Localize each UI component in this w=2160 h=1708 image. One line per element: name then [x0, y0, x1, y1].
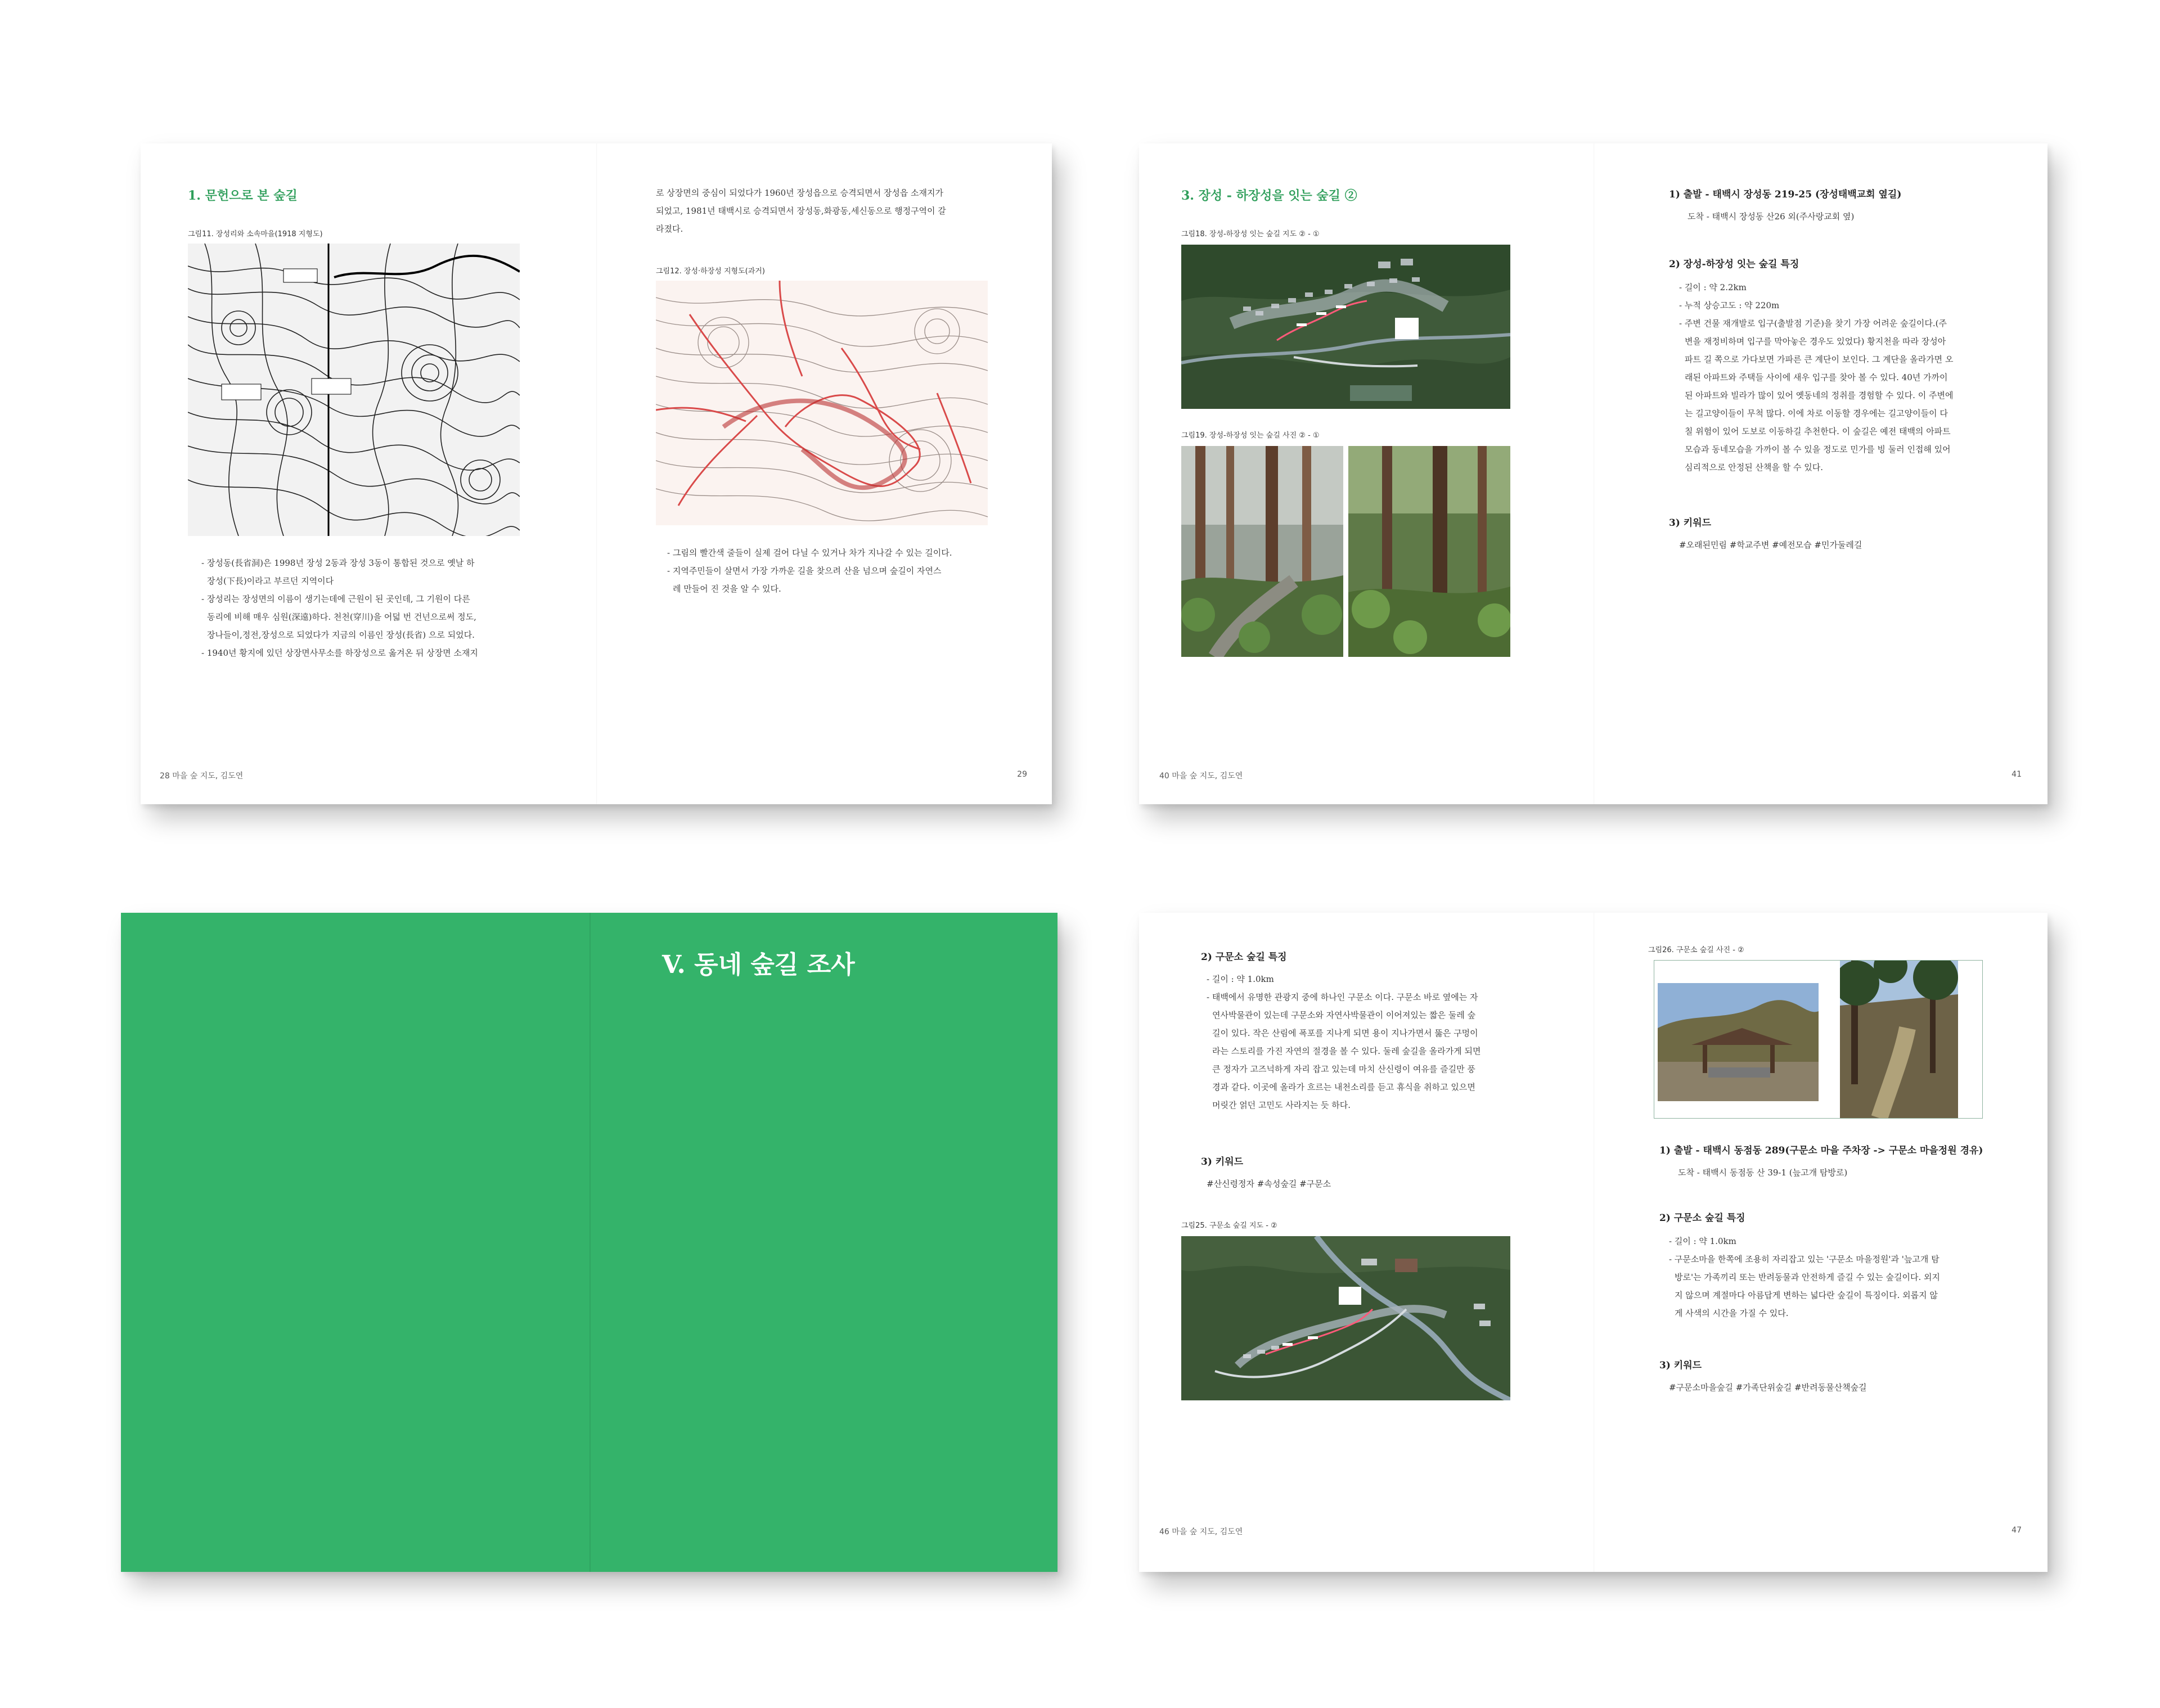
body-line: - 장성리는 장성면의 이름이 생기는데에 근원이 된 곳인데, 그 기원이 다른 — [201, 594, 470, 604]
body-line: 변을 재정비하며 입구를 막아놓은 경우도 있었다) 황지천을 따라 장성아 — [1685, 336, 1946, 346]
body-text-continued — [656, 184, 1016, 238]
body-line: 심리적으로 안정된 산책을 할 수 있다. — [1685, 462, 1823, 472]
figure-caption: 그림11. 장성리와 소속마을(1918 지형도) — [188, 230, 323, 238]
body-line: 길이 있다. 작은 산림에 폭포를 지나게 되면 용이 지나가면서 뚫은 구멍이 — [1212, 1028, 1478, 1038]
chapter-title: V. 동네 숲길 조사 — [662, 950, 855, 979]
feature-list — [1207, 970, 1544, 1114]
body-line: - 길이 : 약 1.0km — [1669, 1236, 1736, 1246]
body-line: 모습과 동네모습을 가까이 볼 수 있을 정도로 민가를 빙 둘러 인접해 있어 — [1685, 444, 1951, 454]
keyword-heading: 3) 키워드 — [1659, 1360, 1702, 1371]
spread-pages-40-41 — [1139, 143, 2048, 804]
figure-caption: 그림18. 장성-하장성 잇는 숲길 지도 ② - ① — [1181, 230, 1320, 238]
keyword-heading: 3) 키워드 — [1201, 1156, 1244, 1168]
section-heading: 3. 장성 - 하장성을 잇는 숲길 ② — [1181, 188, 1357, 203]
bullet-list-right — [667, 544, 1027, 598]
pavilion-photo — [1658, 983, 1819, 1101]
topographic-map-1918-image — [188, 244, 520, 536]
keywords: #산신령정자 #속성숲길 #구문소 — [1207, 1179, 1331, 1189]
body-line: 라졌다. — [656, 224, 683, 234]
bullet-list-left — [201, 554, 539, 662]
keywords: #구문소마을숲길 #가족단위숲길 #반려동물산책숲길 — [1669, 1382, 1867, 1392]
page-number-right: 29 — [1017, 770, 1027, 779]
body-line: 래된 아파트와 주택들 사이에 새우 입구를 찾아 볼 수 있다. 40년 가까이 — [1685, 372, 1948, 382]
body-line: - 1940년 황지에 있던 상장면사무소를 하장성으로 옮겨온 뒤 상장면 소재지 — [201, 648, 478, 658]
page-fold — [596, 143, 597, 804]
forest-trail-photo — [1840, 961, 1958, 1118]
body-line: 방로'는 가족끼리 또는 반려동물과 안전하게 즐길 수 있는 숲길이다. 외지 — [1675, 1272, 1941, 1282]
body-line: 지 않으며 계절마다 아름답게 변하는 넓다란 숲길이 특징이다. 외롭지 않 — [1675, 1290, 1938, 1300]
arrive-text: 도착 - 태백시 동점동 산 39-1 (늪고개 탐방로) — [1678, 1168, 1848, 1178]
start-heading: 1) 출발 - 태백시 장성동 219-25 (장성태백교회 옆길) — [1669, 189, 1902, 200]
feature-list — [1679, 278, 2017, 476]
feature-heading: 2) 구문소 숲길 특징 — [1201, 952, 1287, 963]
body-line: - 누적 상승고도 : 약 220m — [1679, 300, 1780, 310]
figure-caption: 그림19. 장성-하장성 잇는 숲길 사진 ② - ① — [1181, 431, 1320, 440]
body-line: - 주변 건물 재개발로 입구(출발점 기준)을 찾기 가장 어려운 숲길이다.(주 — [1679, 318, 1947, 328]
body-line: - 지역주민들이 살면서 가장 가까운 길을 찾으려 산을 넘으며 숲길이 자연스 — [667, 566, 942, 576]
aerial-route-map-image — [1181, 245, 1510, 409]
body-line: - 태백에서 유명한 관광지 중에 하나인 구문소 이다. 구문소 바로 옆에는 자 — [1207, 992, 1478, 1002]
body-line: 연사박물관이 있는데 구문소와 자연사박물관이 이어져있는 짧은 둘레 숲 — [1212, 1010, 1476, 1020]
body-line: 동리에 비해 매우 심원(深遠)하다. 천천(穿川)을 어덟 번 건넌으로써 정도, — [207, 612, 476, 622]
figure-caption: 그림25. 구문소 숲길 지도 - ② — [1181, 1222, 1277, 1230]
section-divider-spread — [121, 913, 1058, 1572]
page-fold — [1594, 143, 1595, 804]
aerial-route-map-image — [1181, 1236, 1510, 1400]
body-line: - 구문소마을 한쪽에 조용히 자리잡고 있는 '구문소 마을정원'과 '늪고개 탐 — [1669, 1254, 1940, 1264]
page-number-left: 40 마을 숲 지도, 김도연 — [1159, 772, 1243, 781]
keyword-heading: 3) 키워드 — [1669, 517, 1712, 529]
body-line: - 길이 : 약 1.0km — [1207, 974, 1274, 984]
spread-pages-46-47 — [1139, 913, 2048, 1572]
body-line: 경과 같다. 이곳에 올라가 흐르는 내천소리를 듣고 휴식을 취하고 있으면 — [1212, 1082, 1475, 1092]
body-line: - 길이 : 약 2.2km — [1679, 282, 1747, 292]
body-line: 머릿간 얽던 고민도 사라지는 듯 하다. — [1212, 1100, 1351, 1110]
page-fold — [590, 913, 591, 1572]
start-heading: 1) 출발 - 태백시 동점동 289(구문소 마을 주차장 -> 구문소 마을정원 경유) — [1659, 1145, 1983, 1156]
topographic-map-red-paths-image — [656, 281, 988, 525]
photo-frame — [1654, 960, 1983, 1119]
body-line: - 장성동(長省洞)은 1998년 장성 2동과 장성 3동이 통합된 것으로 옛날 하 — [201, 558, 475, 568]
forest-path-photo-1 — [1181, 446, 1343, 657]
forest-path-photo-2 — [1348, 446, 1510, 657]
page-fold — [1594, 913, 1595, 1572]
page-number-right: 47 — [2012, 1526, 2022, 1535]
body-line: 는 길고양이들이 무척 많다. 이에 차로 이동할 경우에는 길고양이들이 다 — [1685, 408, 1948, 418]
arrive-text: 도착 - 태백시 장성동 산26 외(주사랑교회 옆) — [1688, 211, 1855, 222]
body-line: 되었고, 1981년 태백시로 승격되면서 장성동,화광동,세신동으로 행정구역이 갈 — [656, 206, 946, 216]
body-line: 파트 길 쪽으로 가다보면 가파른 큰 계단이 보인다. 그 계단을 올라가면 오 — [1685, 354, 1954, 364]
body-line: 레 만들어 진 것을 알 수 있다. — [673, 584, 781, 594]
body-line: 장나들이,정전,장성으로 되었다가 지금의 이름인 장성(長省) 으로 되었다. — [207, 630, 475, 640]
page-number-left: 28 마을 숲 지도, 김도연 — [160, 772, 244, 781]
page-number-left: 46 마을 숲 지도, 김도연 — [1159, 1527, 1243, 1536]
body-line: 게 사색의 시간을 가질 수 있다. — [1675, 1308, 1789, 1318]
body-line: - 그림의 빨간색 줄들이 실제 걸어 다닐 수 있거나 차가 지나갈 수 있는 길이다. — [667, 548, 952, 558]
section-heading: 1. 문헌으로 본 숲길 — [188, 188, 298, 203]
body-line: 장성(下長)이라고 부르던 지역이다 — [207, 576, 334, 586]
keywords: #오래된민림 #학교주변 #예전모습 #민가둘레길 — [1679, 540, 1862, 550]
body-line: 된 아파트와 빌라가 많이 있어 옛동네의 정취를 경험할 수 있다. 이 주변에 — [1685, 390, 1954, 400]
figure-caption: 그림12. 장성·하장성 지형도(과거) — [656, 267, 765, 276]
body-line: 큰 정자가 고즈넉하게 자리 잡고 있는데 마치 산신령이 여유를 즐길만 풍 — [1212, 1064, 1475, 1074]
feature-heading: 2) 구문소 숲길 특징 — [1659, 1213, 1745, 1224]
spread-pages-28-29 — [141, 143, 1052, 804]
feature-heading: 2) 장성-하장성 잇는 숲길 특징 — [1669, 259, 1799, 270]
feature-list — [1669, 1232, 2006, 1322]
figure-caption: 그림26. 구문소 숲길 사진 - ② — [1648, 946, 1744, 954]
page-number-right: 41 — [2012, 770, 2022, 779]
body-line: 로 상장면의 중심이 되었다가 1960년 장성읍으로 승격되면서 장성읍 소재지가 — [656, 188, 944, 198]
body-line: 라는 스토리를 가진 자연의 절경을 볼 수 있다. 둘레 숲길을 올라가게 되면 — [1212, 1046, 1481, 1056]
body-line: 칠 위험이 있어 도보로 이동하길 추천한다. 이 숲길은 예전 태백의 아파트 — [1685, 426, 1951, 436]
